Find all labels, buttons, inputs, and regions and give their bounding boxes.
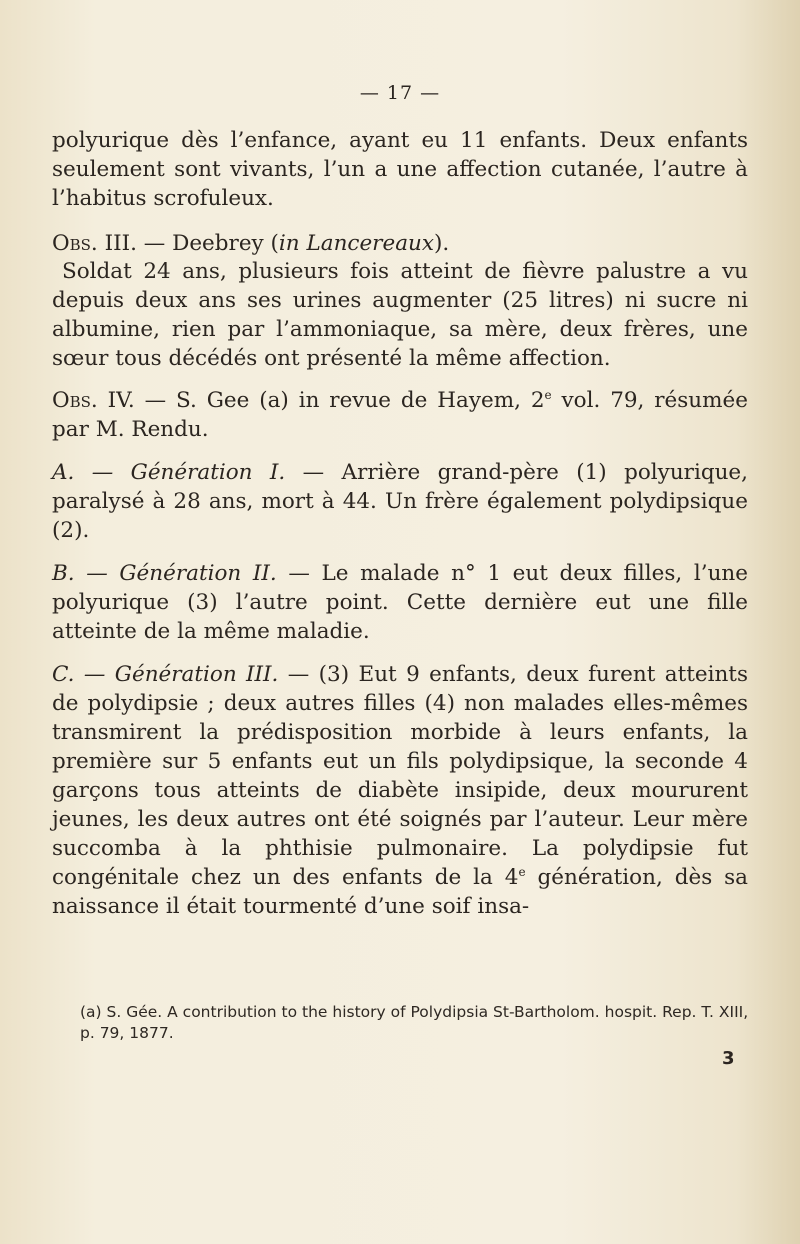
observation-3-heading: [52, 229, 748, 258]
generation-3-paragraph: [52, 660, 748, 921]
obs-source: in Lancereaux: [278, 231, 434, 256]
superscript: e: [518, 865, 526, 879]
generation-label: A. — Génération I.: [52, 460, 286, 485]
signature-mark: 3: [722, 1048, 735, 1069]
page-number: — 17 —: [359, 82, 441, 104]
generation-1-paragraph: [52, 458, 748, 545]
paragraph-text: polyurique dès l’enfance, ayant eu 11 enfants. Deux enfants seulement sont vivants, l’un a une affection cutanée, l’autre à l’habitus scrofuleux.: [52, 128, 748, 211]
obs-tail: ).: [433, 231, 450, 256]
obs-author: — Deebrey (: [136, 231, 279, 256]
paragraph-continuation: [52, 126, 748, 213]
obs-label: Obs. III.: [52, 231, 137, 256]
observation-4-heading: [52, 386, 748, 444]
paragraph-text: Soldat 24 ans, plusieurs fois atteint de fièvre palustre a vu depuis deux ans ses urines augmenter (25 litres) ni sucre ni albumine, rien par l’ammoniaque, sa mère, deux frères, une sœur tous décédés ont présenté la même affection.: [52, 259, 748, 371]
generation-2-paragraph: [52, 559, 748, 646]
generation-label: B. — Génération II.: [52, 561, 277, 586]
generation-text: — (3) Eut 9 enfants, deux furent atteints de polydipsie ; deux autres filles (4) non malades elles-mêmes transmirent la prédisposition morbide à leurs enfants, la première sur 5 enfants eut un fils polydipsique, la seconde 4 garçons tous atteints de diabète insipide, deux moururent jeunes, les deux autres ont été soignés par l’auteur. Leur mère succomba à la phthisie pulmonaire. La polydipsie fut congénitale chez un des enfants de la 4: [52, 662, 748, 890]
superscript: e: [544, 388, 552, 402]
obs-label: Obs. IV.: [52, 388, 135, 413]
footnote: (a) S. Gée. A contribution to the history of Polydipsia St-Bartholom. hospit. Rep. T. XIII, p. 79, 1877.: [80, 1003, 749, 1042]
obs-text-end: vol. 79, résumée par M. Rendu.: [52, 388, 748, 442]
generation-text: — Le malade n° 1 eut deux filles, l’une polyurique (3) l’autre point. Cette dernière eut une fille atteinte de la même maladie.: [52, 561, 748, 644]
generation-text-end: génération, dès sa naissance il était tourmenté d’une soif insa-: [52, 865, 748, 919]
generation-label: C. — Génération III.: [52, 662, 279, 687]
observation-3-body: [52, 257, 748, 373]
generation-text: — Arrière grand-père (1) polyurique, paralysé à 28 ans, mort à 44. Un frère également polydipsique (2).: [52, 460, 748, 543]
obs-text: — S. Gee (a) in revue de Hayem, 2: [134, 388, 545, 413]
